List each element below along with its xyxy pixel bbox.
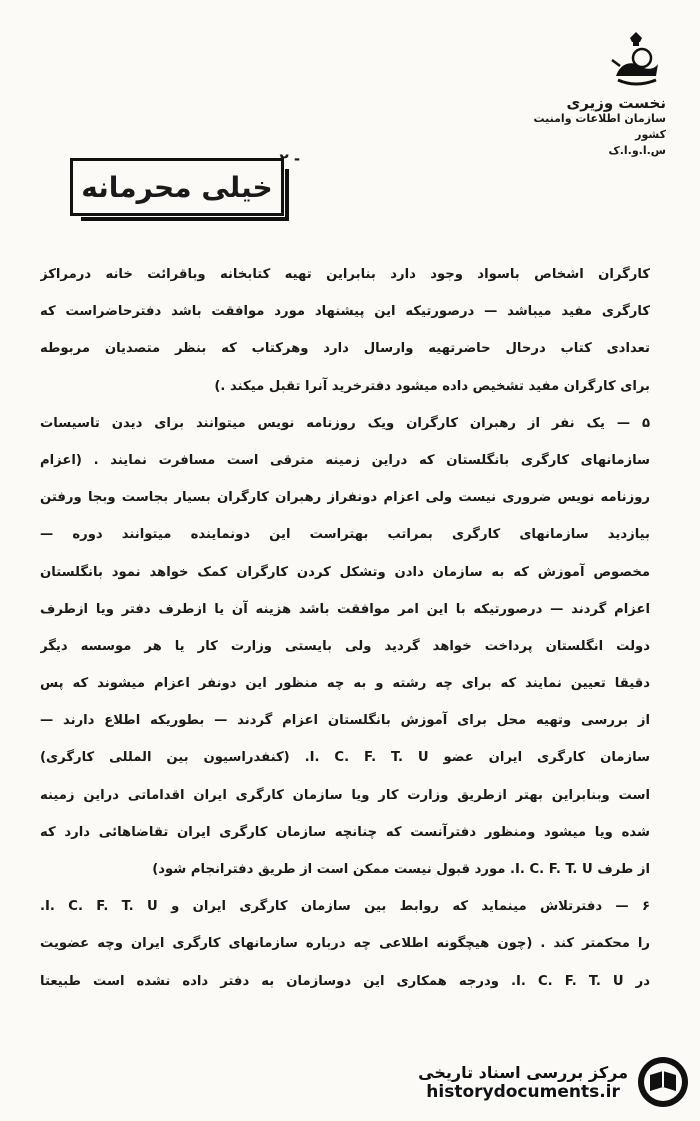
body-line: سازمانهای کارگری بانگلستان که دراین زمینه مترقی است مسافرت نمایند . (اعزام — [40, 452, 650, 468]
body-line: از طرف I. C. F. T. U. مورد قبول نیست ممکن است از طریق دفترانجام شود) — [152, 862, 650, 877]
body-line: ۶ — دفترتلاش مینماید که روابط بین سازمان کارگری ایران و I. C. F. T. U. — [40, 899, 650, 915]
archive-logo-icon — [636, 1055, 690, 1109]
issuing-organization — [526, 95, 666, 159]
body-line: دقیقا تعیین نمایند که برای چه رشته و به چه منظور این دونفر اعزام میشوند که پس — [40, 676, 650, 692]
body-line: شده ویا میشود ومنظور دفترآنست که چنانچه سازمان کارگری ایران تقاضاهائی دارد که — [40, 824, 650, 840]
document-body — [40, 256, 650, 1000]
body-line: را محکمتر کند . (چون هیچگونه اطلاعی چه درباره سازمانهای کارگری ایران وچه عضویت — [40, 936, 650, 952]
page-number: - ۲ - — [268, 150, 301, 168]
body-line: برای کارگران مفید تشخیص داده میشود دفترخرید آنرا تقبل میکند .) — [214, 378, 650, 394]
watermark-url: historydocuments.ir — [426, 1081, 620, 1102]
classification-text: خیلی محرمانه — [81, 170, 273, 204]
body-line: از بررسی وتهیه محل برای آموزش بانگلستان اعزام گردند — بطوریکه اطلاع دارند — — [40, 713, 650, 729]
classification-stamp — [70, 158, 284, 216]
lion-and-sun-emblem-icon — [606, 30, 666, 90]
body-line: سازمان کارگری ایران عضو I. C. F. T. U. (کنفدراسیون بین المللی کارگری) — [40, 750, 650, 766]
body-line: مخصوص آموزش که به سازمان دادن وتشکل کردن کارگران کمک خواهد نمود بانگلستان — [40, 564, 650, 580]
body-line: ۵ — یک نفر از رهبران کارگران ویک روزنامه نویس میتوانند برای دیدن تاسیسات — [40, 415, 650, 431]
body-line: است وبنابراین بهتر ازطریق وزارت کار ویا سازمان کارگری ایران اقداماتی دراین زمینه — [40, 787, 650, 803]
body-line: تعدادی کتاب درحال حاضرتهیه وارسال دارد وهرکتاب که بنظر متصدیان مربوطه — [40, 341, 650, 357]
body-line: اعزام گردند — درصورتیکه با این امر موافقت باشد هزینه آن یا ازطرف دفتر ویا ازطرف — [40, 601, 650, 617]
watermark-name: مرکز بررسی اسناد تاریخی — [418, 1062, 628, 1082]
org-line-3: س.ا.و.ا.ک — [608, 144, 666, 157]
org-line-2: سازمان اطلاعات وامنیت کشور — [533, 112, 666, 141]
body-line: دولت انگلستان پرداخت خواهد گردید ولی بایستی وزارت کار یا هر موسسه دیگر — [40, 638, 650, 654]
body-line: در I. C. F. T. U. ودرجه همکاری این دوسازمان به دفتر داده نشده است طبیعتا — [40, 973, 650, 989]
body-line: بیازدید سازمانهای کارگری بمراتب بهتراست این دونماینده میتوانند دوره — — [40, 527, 650, 543]
body-line: کارگری مفید میباشد — درصورتیکه این پیشنهاد مورد موافقت باشد دفترحاضراست که — [40, 304, 650, 320]
watermark-text — [418, 1063, 628, 1102]
body-line: کارگران اشخاص باسواد وجود دارد بنابراین تهیه کتابخانه وباقرائت خانه درمراکز — [40, 267, 650, 282]
archive-watermark — [390, 1051, 690, 1113]
body-line: روزنامه نویس ضروری نیست ولی اعزام دونفراز رهبران کارگران بسیار بجاست وبجا ورفتن — [40, 490, 650, 506]
org-line-1: نخست وزیری — [566, 94, 666, 112]
